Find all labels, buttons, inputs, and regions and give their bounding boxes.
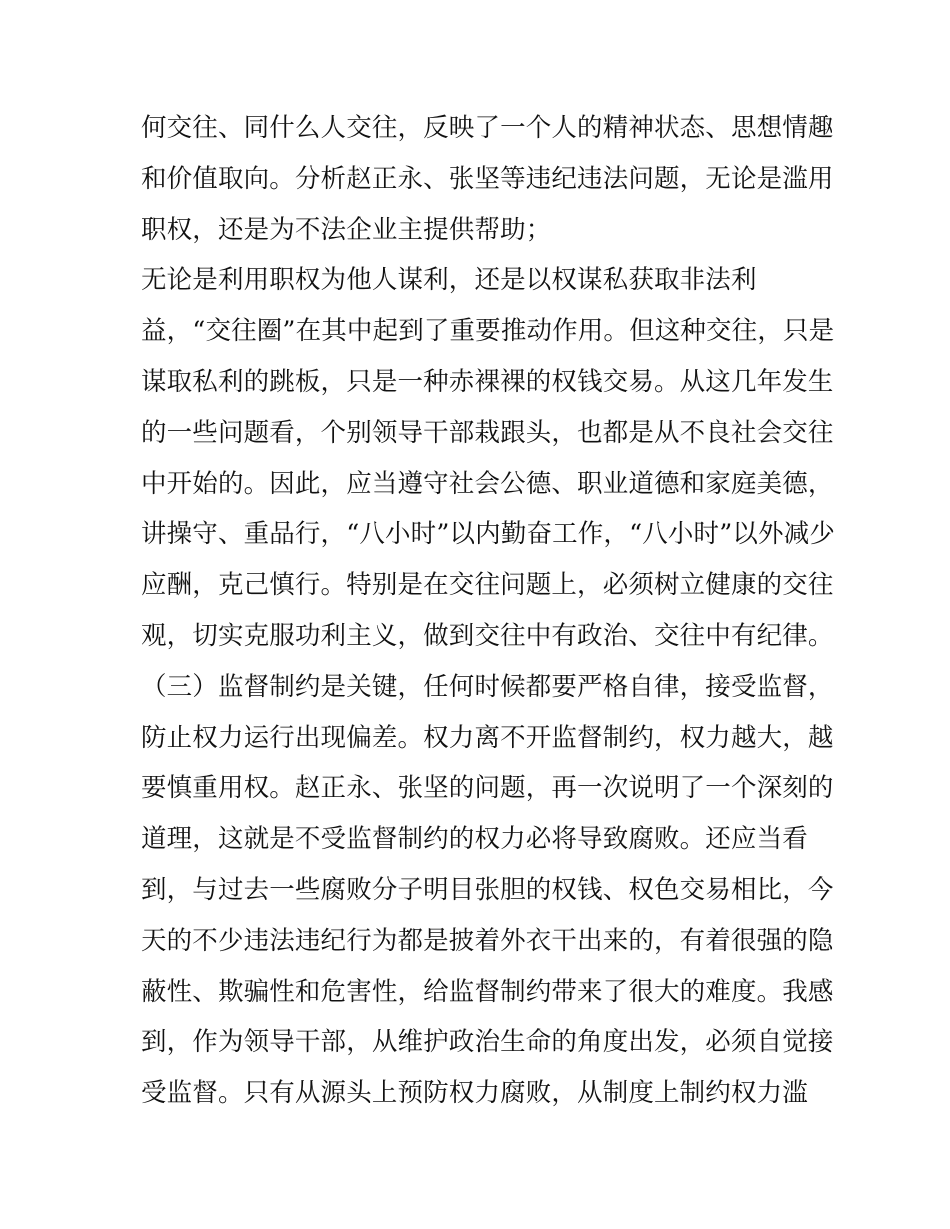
text-line: 到，作为领导干部，从维护政治生命的角度出发，必须自觉接 xyxy=(141,1027,834,1058)
text-line: 讲操守、重品行，“八小时”以内勤奋工作，“八小时”以外减少 xyxy=(141,519,835,550)
text-line: 益，“交往圈”在其中起到了重要推动作用。但这种交往，只是 xyxy=(141,316,835,347)
text-line: 的一些问题看，个别领导干部栽跟头，也都是从不良社会交往 xyxy=(141,417,834,448)
text-line: 和价值取向。分析赵正永、张坚等违纪违法问题，无论是滥用 xyxy=(141,163,834,194)
text-line: 受监督。只有从源头上预防权力腐败，从制度上制约权力滥 xyxy=(141,1078,808,1109)
text-line: 到，与过去一些腐败分子明目张胆的权钱、权色交易相比，今 xyxy=(141,874,834,905)
text-line: 何交往、同什么人交往，反映了一个人的精神状态、思想情趣 xyxy=(141,113,834,143)
body-text xyxy=(141,103,835,1119)
text-line: 中开始的。因此，应当遵守社会公德、职业道德和家庭美德， xyxy=(141,468,834,499)
text-line: 谋取私利的跳板，只是一种赤裸裸的权钱交易。从这几年发生 xyxy=(141,366,834,397)
text-line: 职权，还是为不法企业主提供帮助； xyxy=(141,214,552,245)
text-line: 无论是利用职权为他人谋利，还是以权谋私获取非法利 xyxy=(141,265,757,296)
text-line: 要慎重用权。赵正永、张坚的问题，再一次说明了一个深刻的 xyxy=(141,773,834,804)
text-line: 天的不少违法违纪行为都是披着外衣干出来的，有着很强的隐 xyxy=(141,925,834,956)
text-line: 观，切实克服功利主义，做到交往中有政治、交往中有纪律。 xyxy=(141,620,834,651)
text-line: 蔽性、欺骗性和危害性，给监督制约带来了很大的难度。我感 xyxy=(141,976,834,1007)
text-line: 应酬，克己慎行。特别是在交往问题上，必须树立健康的交往 xyxy=(141,570,834,601)
text-line: （三）监督制约是关键，任何时候都要严格自律，接受监督， xyxy=(141,671,834,702)
text-line: 道理，这就是不受监督制约的权力必将导致腐败。还应当看 xyxy=(141,824,808,855)
text-line: 防止权力运行出现偏差。权力离不开监督制约，权力越大，越 xyxy=(141,722,834,753)
